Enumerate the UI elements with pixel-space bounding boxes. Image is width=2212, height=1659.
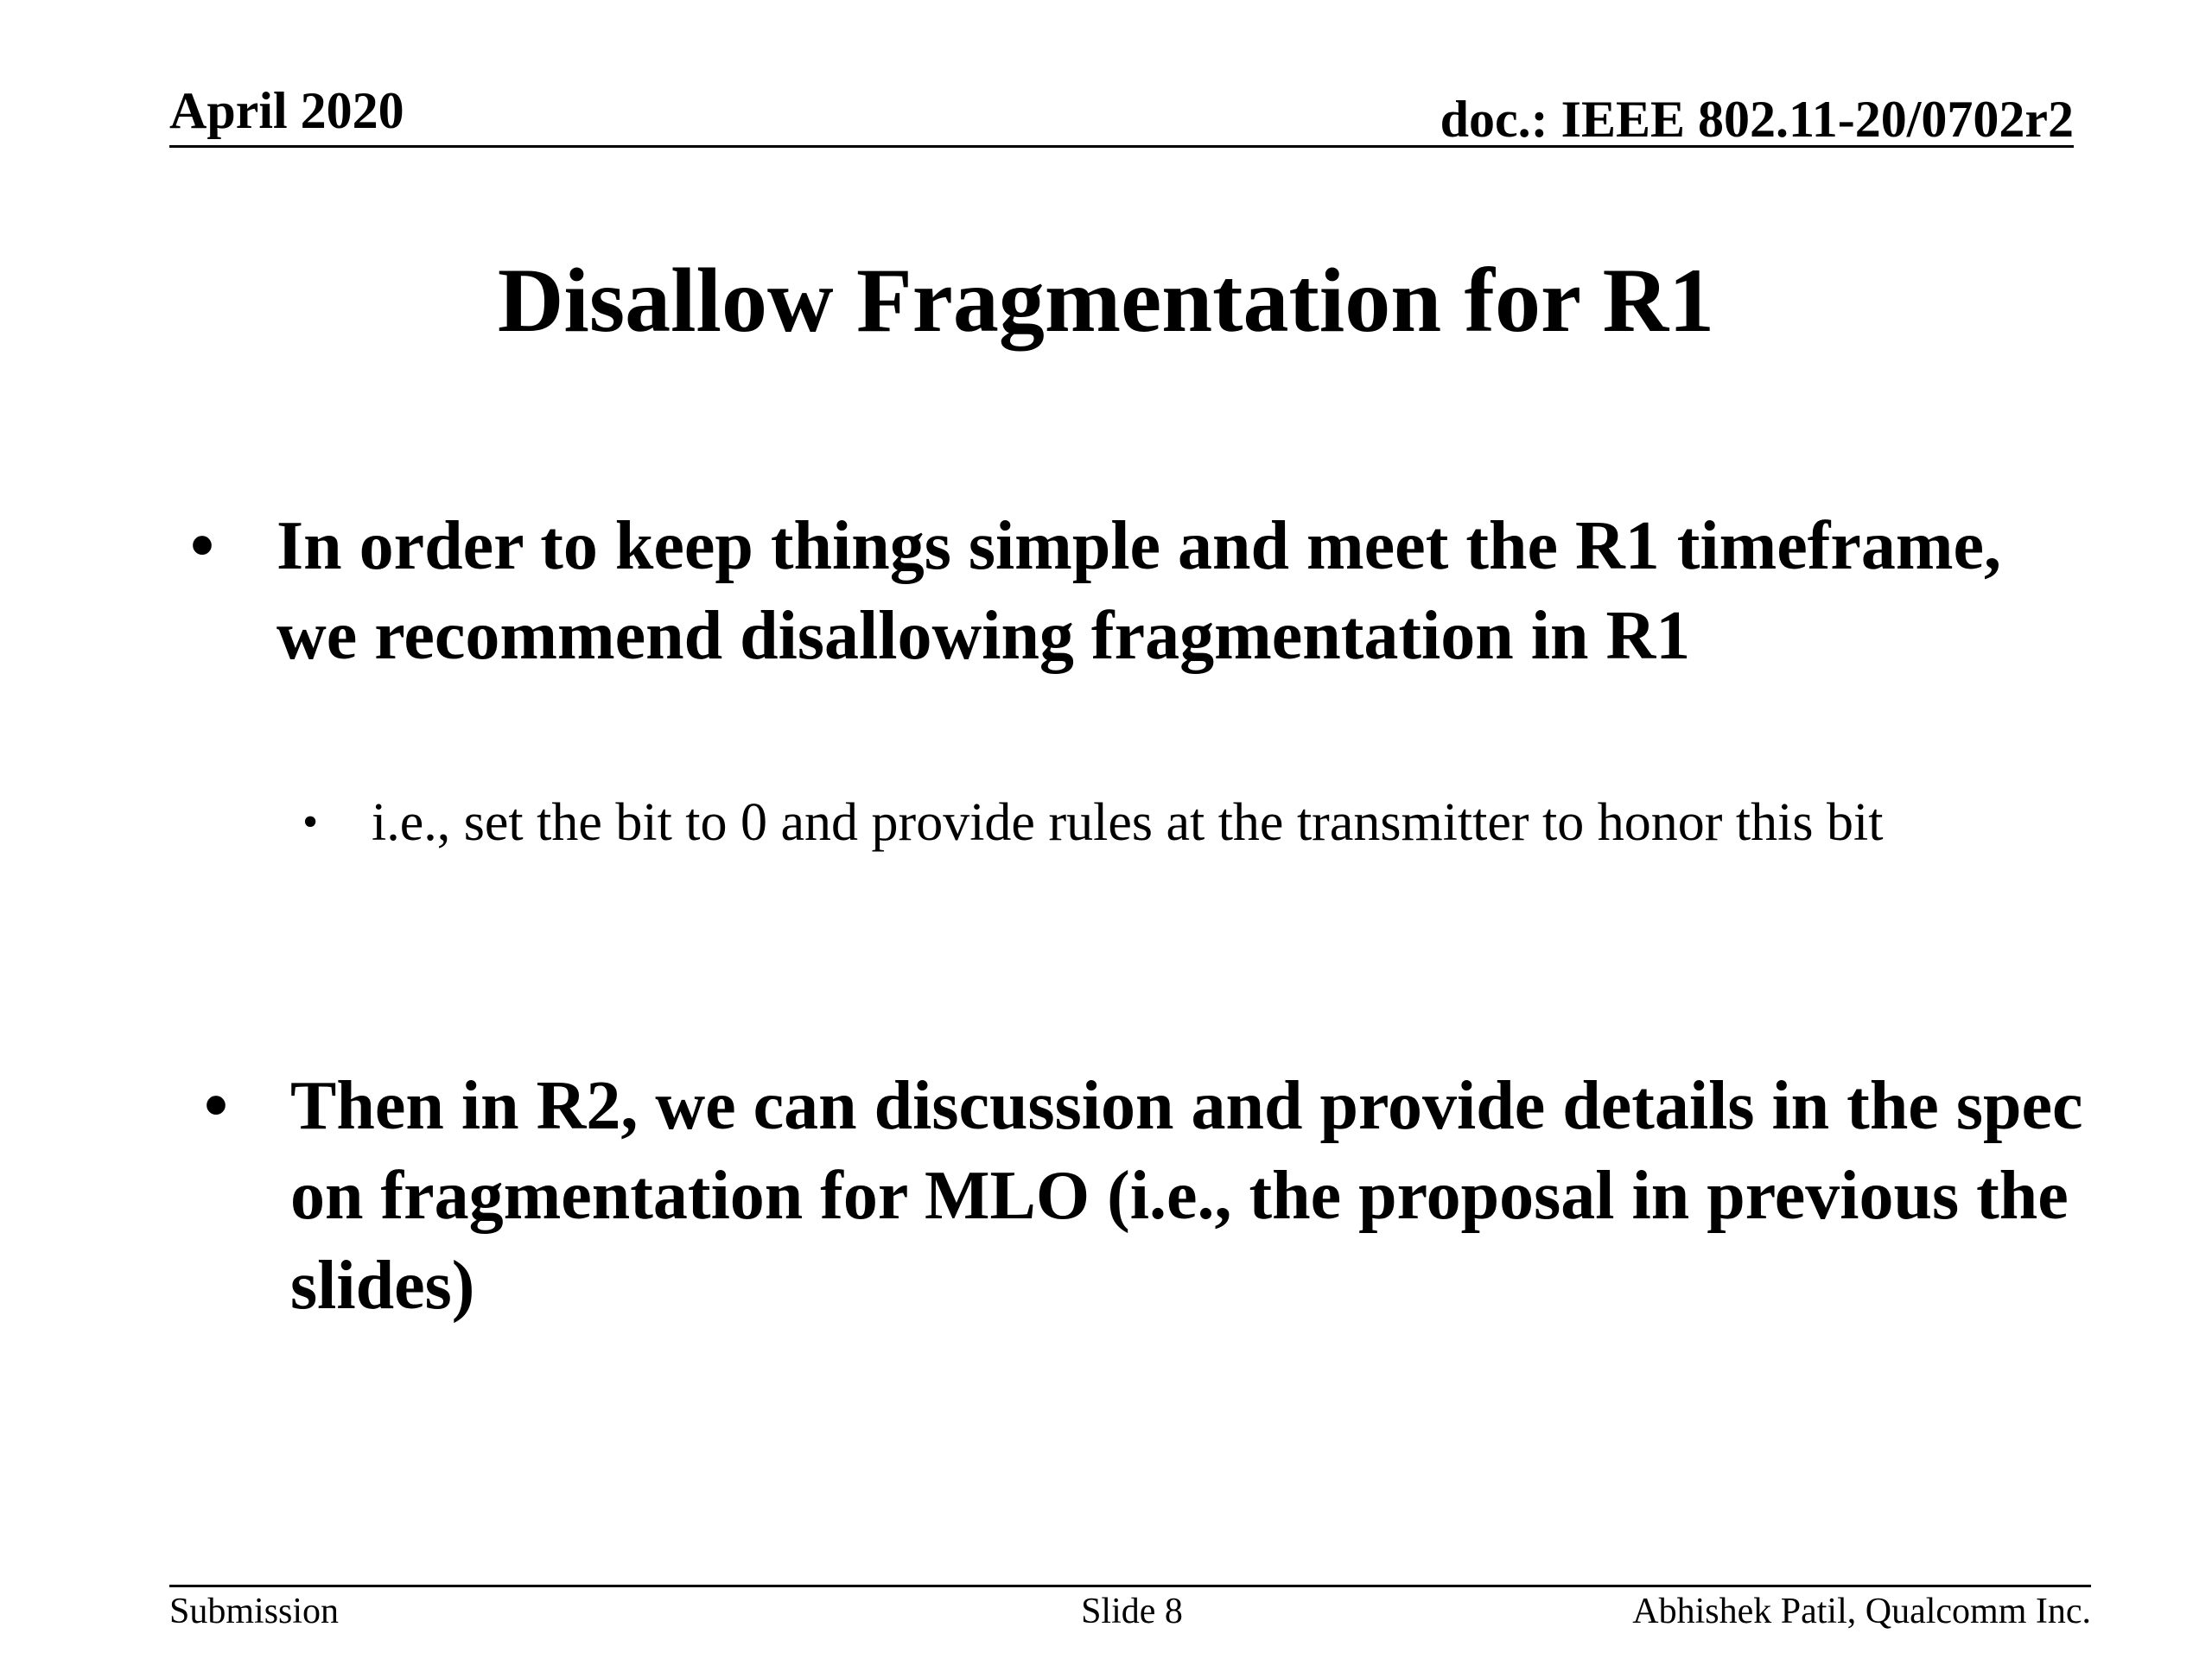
sub-bullet-marker: • <box>302 798 319 847</box>
header-divider <box>169 145 2074 148</box>
footer-slide-number: Slide 8 <box>1081 1592 1183 1631</box>
footer-divider <box>169 1585 2091 1587</box>
bullet-1-text: In order to keep things simple and meet the R1 timeframe, we recommend disallowing fragmentation in R1 <box>276 508 2002 674</box>
slide-title: Disallow Fragmentation for R1 <box>497 250 1715 351</box>
bullet-marker: • <box>190 508 215 584</box>
bullet-marker: • <box>204 1068 229 1144</box>
header-doc-id: doc.: IEEE 802.11-20/0702r2 <box>1440 91 2074 148</box>
sub-bullet-1-text: i.e., set the bit to 0 and provide rules at the transmitter to honor this bit <box>372 793 1884 852</box>
header-date: April 2020 <box>169 82 404 139</box>
footer-author: Abhishek Patil, Qualcomm Inc. <box>1632 1592 2091 1631</box>
footer-submission: Submission <box>169 1592 340 1631</box>
bullet-2-text: Then in R2, we can discussion and provide details in the spec on fragmentation for MLO (i.e., the proposal in previous the slides) <box>290 1068 2083 1324</box>
